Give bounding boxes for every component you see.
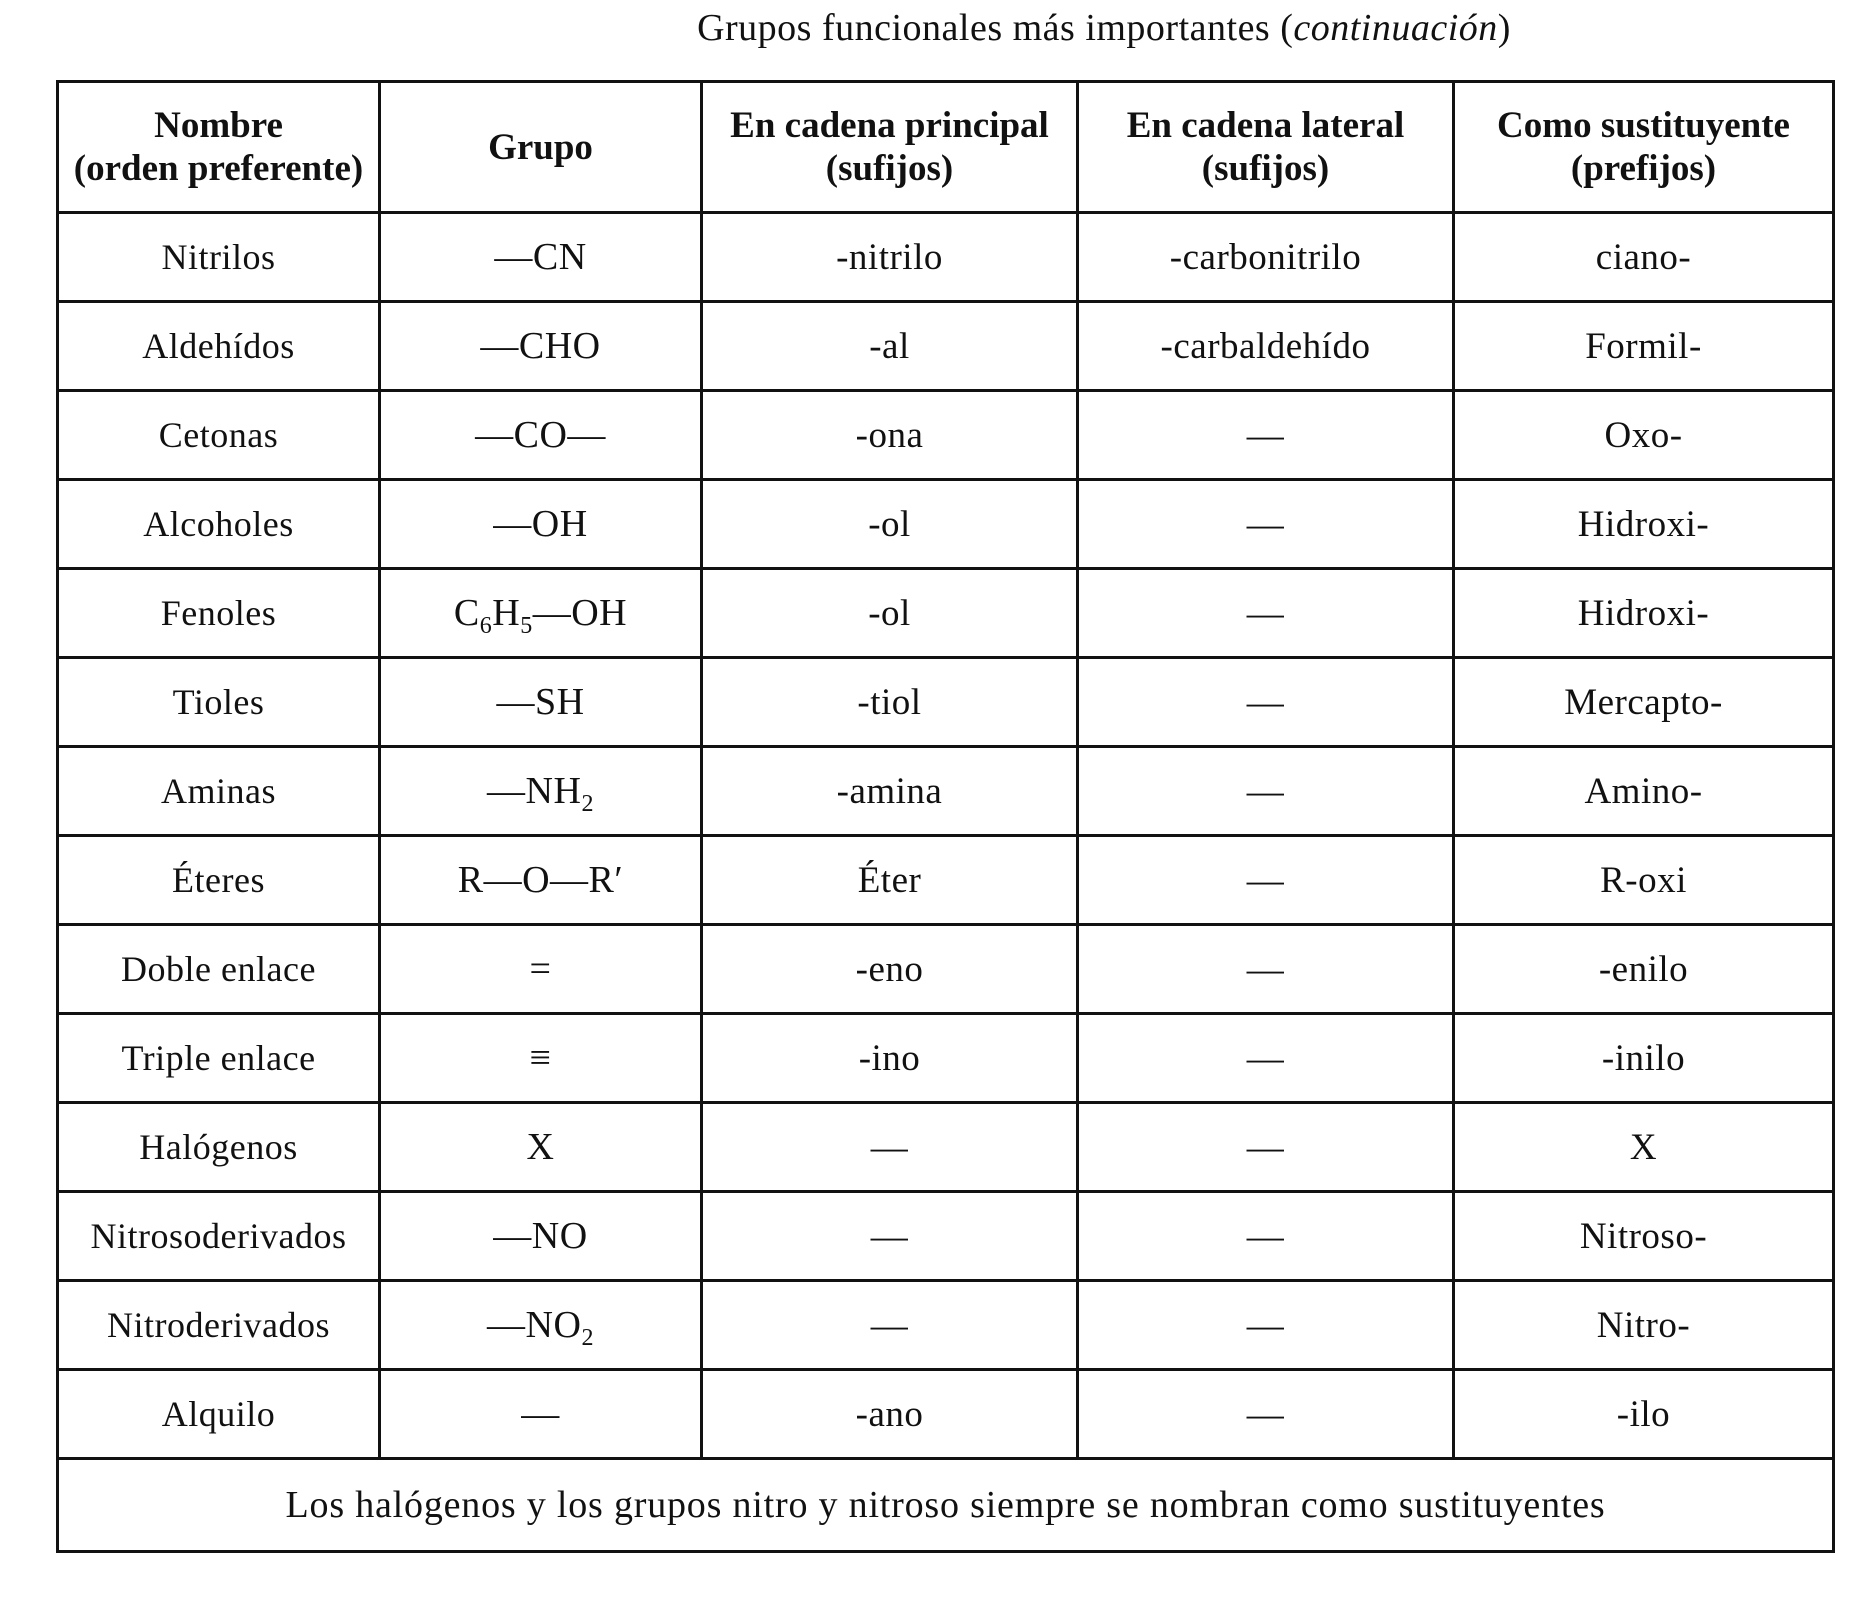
header-sustituyente: Como sustituyente (prefijos) — [1454, 82, 1834, 213]
cell-principal: -ano — [702, 1370, 1078, 1459]
cell-nombre: Aldehídos — [58, 302, 380, 391]
cell-grupo: X — [380, 1103, 702, 1192]
cell-grupo: —NO — [380, 1192, 702, 1281]
cell-principal: -amina — [702, 747, 1078, 836]
table-row — [58, 302, 1834, 391]
footnote-row — [58, 1459, 1834, 1552]
cell-nombre: Fenoles — [58, 569, 380, 658]
cell-lateral: — — [1078, 1103, 1454, 1192]
table-row — [58, 1370, 1834, 1459]
cell-lateral: — — [1078, 1192, 1454, 1281]
cell-principal: -nitrilo — [702, 213, 1078, 302]
cell-nombre: Nitroderivados — [58, 1281, 380, 1370]
header-grupo: Grupo — [380, 82, 702, 213]
title-close: ) — [1497, 7, 1511, 49]
header-row — [58, 82, 1834, 213]
cell-sustituyente: -ilo — [1454, 1370, 1834, 1459]
cell-grupo: —CN — [380, 213, 702, 302]
cell-principal: — — [702, 1281, 1078, 1370]
cell-lateral: -carbaldehído — [1078, 302, 1454, 391]
table-row — [58, 925, 1834, 1014]
functional-groups-table — [56, 80, 1835, 1553]
cell-grupo: — — [380, 1370, 702, 1459]
table-row — [58, 1014, 1834, 1103]
cell-nombre: Tioles — [58, 658, 380, 747]
cell-grupo: —OH — [380, 480, 702, 569]
cell-sustituyente: -inilo — [1454, 1014, 1834, 1103]
table-row — [58, 391, 1834, 480]
cell-lateral: — — [1078, 1014, 1454, 1103]
cell-lateral: — — [1078, 391, 1454, 480]
header-cadena-principal: En cadena principal (sufijos) — [702, 82, 1078, 213]
table-row — [58, 1103, 1834, 1192]
cell-lateral: — — [1078, 747, 1454, 836]
cell-sustituyente: Amino- — [1454, 747, 1834, 836]
table-title — [0, 6, 1868, 50]
cell-nombre: Alquilo — [58, 1370, 380, 1459]
table-row — [58, 1281, 1834, 1370]
cell-nombre: Alcoholes — [58, 480, 380, 569]
cell-nombre: Halógenos — [58, 1103, 380, 1192]
cell-grupo: —CO— — [380, 391, 702, 480]
cell-lateral: — — [1078, 836, 1454, 925]
cell-sustituyente: Oxo- — [1454, 391, 1834, 480]
cell-grupo: R—O—R′ — [380, 836, 702, 925]
cell-sustituyente: R-oxi — [1454, 836, 1834, 925]
title-main: Grupos funcionales más importantes ( — [697, 7, 1294, 49]
table-footnote: Los halógenos y los grupos nitro y nitroso siempre se nombran como sustituyentes — [58, 1459, 1834, 1552]
header-cadena-lateral: En cadena lateral (sufijos) — [1078, 82, 1454, 213]
cell-lateral: — — [1078, 1281, 1454, 1370]
cell-nombre: Triple enlace — [58, 1014, 380, 1103]
cell-nombre: Cetonas — [58, 391, 380, 480]
cell-grupo: —SH — [380, 658, 702, 747]
cell-grupo: = — [380, 925, 702, 1014]
cell-sustituyente: Hidroxi- — [1454, 480, 1834, 569]
cell-sustituyente: X — [1454, 1103, 1834, 1192]
cell-principal: -ona — [702, 391, 1078, 480]
cell-nombre: Aminas — [58, 747, 380, 836]
cell-principal: — — [702, 1103, 1078, 1192]
cell-principal: -eno — [702, 925, 1078, 1014]
cell-grupo: ≡ — [380, 1014, 702, 1103]
cell-sustituyente: Mercapto- — [1454, 658, 1834, 747]
cell-grupo: $C_6H_5—OH$ — [380, 569, 702, 658]
table-row — [58, 569, 1834, 658]
cell-lateral: — — [1078, 925, 1454, 1014]
cell-sustituyente: Nitroso- — [1454, 1192, 1834, 1281]
cell-lateral: — — [1078, 658, 1454, 747]
table-row — [58, 836, 1834, 925]
cell-principal: -ol — [702, 480, 1078, 569]
cell-principal: -tiol — [702, 658, 1078, 747]
cell-nombre: Doble enlace — [58, 925, 380, 1014]
table-row — [58, 1192, 1834, 1281]
cell-lateral: — — [1078, 569, 1454, 658]
table-row — [58, 480, 1834, 569]
cell-sustituyente: Nitro- — [1454, 1281, 1834, 1370]
table-row — [58, 658, 1834, 747]
table-row — [58, 213, 1834, 302]
cell-nombre: Nitrosoderivados — [58, 1192, 380, 1281]
cell-grupo: $—NO_2$ — [380, 1281, 702, 1370]
header-nombre: Nombre (orden preferente) — [58, 82, 380, 213]
cell-sustituyente: -enilo — [1454, 925, 1834, 1014]
cell-principal: -ino — [702, 1014, 1078, 1103]
cell-sustituyente: Hidroxi- — [1454, 569, 1834, 658]
cell-principal: — — [702, 1192, 1078, 1281]
cell-nombre: Nitrilos — [58, 213, 380, 302]
cell-nombre: Éteres — [58, 836, 380, 925]
title-italic: continuación — [1293, 7, 1498, 49]
cell-sustituyente: Formil- — [1454, 302, 1834, 391]
cell-lateral: -carbonitrilo — [1078, 213, 1454, 302]
cell-lateral: — — [1078, 1370, 1454, 1459]
cell-principal: -ol — [702, 569, 1078, 658]
cell-lateral: — — [1078, 480, 1454, 569]
cell-grupo: $—NH_2$ — [380, 747, 702, 836]
cell-grupo: —CHO — [380, 302, 702, 391]
cell-principal: -al — [702, 302, 1078, 391]
cell-sustituyente: ciano- — [1454, 213, 1834, 302]
cell-principal: Éter — [702, 836, 1078, 925]
table-row — [58, 747, 1834, 836]
